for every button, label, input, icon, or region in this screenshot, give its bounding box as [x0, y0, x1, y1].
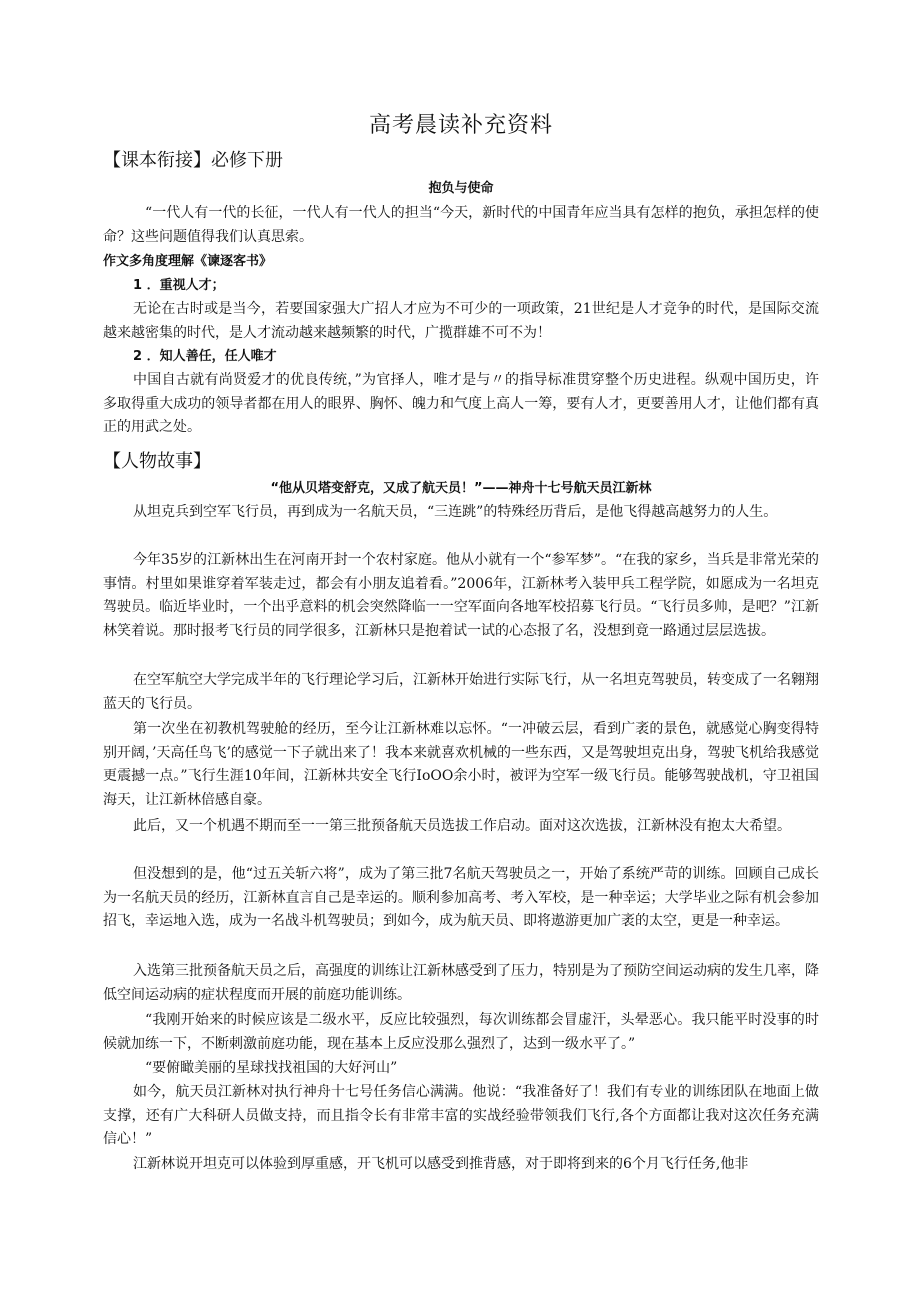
story-quote-heading: “要俯瞰美丽的星球找找祖国的大好河山”	[145, 1060, 398, 1076]
point-1-heading: 1 ．重视人才；	[133, 278, 225, 293]
story-paragraph-3: 在空军航空大学完成半年的飞行理论学习后，江新林开始进行实际飞行，从一名坦克驾驶员，转变成了一名翱翔蓝天的飞行员。	[103, 672, 819, 712]
story-paragraph-6: 但没想到的是，他“过五关斩六将”，成为了第三批7名航天驾驶员之一，开始了系统严苛的训练。回顾自己成长为一名航天员的经历，江新林直言自己是幸运的。顺利参加高考、考入军校，是一种幸运；大学毕业之际有机会参加招飞，幸运地入选，成为一名战斗机驾驶员；到如今，成为航天员、即将遨游更加广袤的太空，更是一种幸运。	[103, 866, 819, 930]
page-title: 高考晨读补充资料	[368, 113, 553, 138]
section-heading-story: 【人物故事】	[103, 451, 211, 472]
intro-paragraph: “一代人有一代的长征，一代人有一代人的担当“今天，新时代的中国青年应当具有怎样的抱负，承担怎样的使命？这些问题值得我们认真思索。	[103, 205, 819, 245]
subtitle-ambition-mission: 抱负与使命	[428, 181, 494, 196]
story-paragraph-1: 从坦克兵到空军飞行员，再到成为一名航天员，“三连跳”的特殊经历背后，是他飞得越高越努力的人生。	[133, 504, 778, 520]
section-heading-textbook: 【课本衔接】必修下册	[103, 150, 283, 171]
story-paragraph-10: 江新林说开坦克可以体验到厚重感，开飞机可以感受到推背感，对于即将到来的6个月飞行任务,他非	[133, 1156, 749, 1172]
story-paragraph-4: 第一次坐在初教机驾驶舱的经历，至今让江新林难以忘怀。“一冲破云层，看到广袤的景色，就感觉心胸变得特别开阔，’天高任鸟飞’的感觉一下子就出来了！我本来就喜欢机械的一些东西，又是驾驶坦克出身，驾驶飞机给我感觉更震撼一点。”飞行生涯10年间，江新林共安全飞行IoOO余小时，被评为空军一级飞行员。能够驾驶战机，守卫祖国海天，让江新林倍感自豪。	[103, 721, 819, 808]
story-paragraph-9: 如今，航天员江新林对执行神舟十七号任务信心满满。他说：“我准备好了！我们有专业的训练团队在地面上做支撑，还有广大科研人员做支持，而且指令长有非常丰富的实战经验带领我们飞行,各个方面都让我对这次任务充满信心！”	[103, 1084, 819, 1148]
story-paragraph-5: 此后，又一个机遇不期而至一一第三批预备航天员选拔工作启动。面对这次选拔，江新林没有抱太大希望。	[133, 818, 791, 834]
story-subtitle: “他从贝塔变舒克，又成了航天员！”——神舟十七号航天员江新林	[270, 481, 652, 496]
story-paragraph-7: 入选第三批预备航天员之后，高强度的训练让江新林感受到了压力，特别是为了预防空间运动病的发生几率，降低空间运动病的症状程度而开展的前庭功能训练。	[103, 963, 819, 1003]
story-paragraph-8: “我刚开始来的时候应该是二级水平，反应比较强烈，每次训练都会冒虚汗，头晕恶心。我只能平时没事的时候就加练一下，不断刺激前庭功能，现在基本上反应没那么强烈了，达到一级水平了。”	[103, 1012, 819, 1052]
point-1-text: 无论在古时或是当今，若要国家强大广招人才应为不可少的一项政策，21世纪是人才竞争的时代，是国际交流越来越密集的时代，是人才流动越来越频繁的时代，广揽群雄不可不为！	[103, 301, 819, 341]
point-2-text: 中国自古就有尚贤爱才的优良传统，”为官择人，唯才是与〃的指导标准贯穿整个历史进程。纵观中国历史，许多取得重大成功的领导者都在用人的眼界、胸怀、魄力和气度上高人一筹，要有人才，更要善用人才，让他们都有真正的用武之处。	[103, 372, 819, 436]
angle-heading: 作文多角度理解《谏逐客书》	[103, 254, 273, 269]
story-paragraph-2: 今年35岁的江新林出生在河南开封一个农村家庭。他从小就有一个“参军梦”。“在我的家乡，当兵是非常光荣的事情。村里如果谁穿着军装走过，都会有小朋友追着看。”2006年，江新林考入装甲兵工程学院，如愿成为一名坦克驾驶员。临近毕业时，一个出乎意料的机会突然降临一一空军面向各地军校招募飞行员。“飞行员多帅，是吧？”江新林笑着说。那时报考飞行员的同学很多，江新林只是抱着试一试的心态报了名，没想到竟一路通过层层选拔。	[103, 552, 819, 639]
point-2-heading: 2 ．知人善任，任人唯才	[133, 349, 277, 364]
